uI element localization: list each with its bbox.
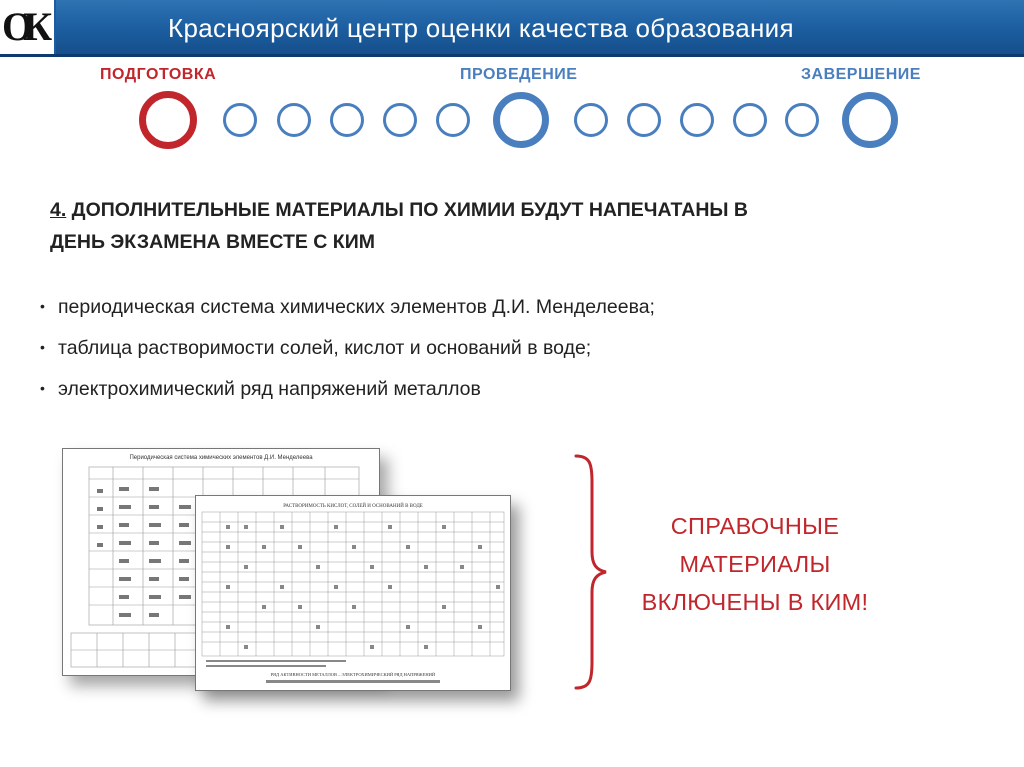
solubility-table-graphic	[196, 496, 510, 690]
header-bar	[0, 0, 1024, 57]
progress-dot	[785, 103, 819, 137]
logo-text: ОК	[2, 4, 43, 49]
heading-line-2: ДЕНЬ ЭКЗАМЕНА ВМЕСТЕ С КИМ	[50, 231, 375, 253]
step-label-completion: ЗАВЕРШЕНИЕ	[801, 66, 921, 83]
step-label-conducting: ПРОВЕДЕНИЕ	[460, 66, 578, 83]
step-circle-preparation	[139, 91, 197, 149]
note-line-3: ВКЛЮЧЕНЫ В КИМ!	[641, 589, 869, 615]
step-circle-conducting	[493, 92, 549, 148]
list-item	[40, 368, 655, 409]
progress-dot	[277, 103, 311, 137]
reference-materials-note	[610, 507, 900, 621]
bullet-icon: •	[40, 298, 45, 314]
list-item-text: периодическая система химических элементов Д.И. Менделеева;	[58, 296, 655, 318]
solubility-table-title: РАСТВОРИМОСТЬ КИСЛОТ, СОЛЕЙ И ОСНОВАНИЙ В ВОДЕ	[283, 504, 423, 509]
list-item	[40, 286, 655, 327]
step-label-preparation: ПОДГОТОВКА	[100, 66, 217, 83]
periodic-table-title: Периодическая система химических элементов Д.И. Менделеева	[129, 455, 313, 461]
step-circle-completion	[842, 92, 898, 148]
heading-line-1: ДОПОЛНИТЕЛЬНЫЕ МАТЕРИАЛЫ ПО ХИМИИ БУДУТ НАПЕЧАТАНЫ В	[66, 199, 748, 221]
progress-dot	[330, 103, 364, 137]
page-title: Красноярский центр оценки качества образования	[168, 13, 794, 43]
solubility-table-image	[195, 495, 511, 691]
bullet-icon: •	[40, 380, 45, 396]
progress-dot	[733, 103, 767, 137]
progress-dot	[383, 103, 417, 137]
bullet-icon: •	[40, 339, 45, 355]
list-item-text: таблица растворимости солей, кислот и оснований в воде;	[58, 337, 592, 359]
progress-dot	[574, 103, 608, 137]
section-heading	[50, 194, 950, 258]
heading-number: 4.	[50, 199, 67, 221]
list-item	[40, 327, 655, 368]
progress-dot	[223, 103, 257, 137]
note-line-2: МАТЕРИАЛЫ	[679, 551, 831, 577]
solubility-table-footer: РЯД АКТИВНОСТИ МЕТАЛЛОВ – ЭЛЕКТРОХИМИЧЕСКИЙ РЯД НАПРЯЖЕНИЙ	[270, 672, 436, 677]
logo	[0, 0, 56, 54]
progress-dot	[680, 103, 714, 137]
curly-bracket-icon	[570, 452, 610, 692]
list-item-text: электрохимический ряд напряжений металлов	[58, 378, 481, 400]
progress-dot	[436, 103, 470, 137]
materials-list	[40, 286, 655, 409]
note-line-1: СПРАВОЧНЫЕ	[670, 513, 840, 539]
progress-dot	[627, 103, 661, 137]
